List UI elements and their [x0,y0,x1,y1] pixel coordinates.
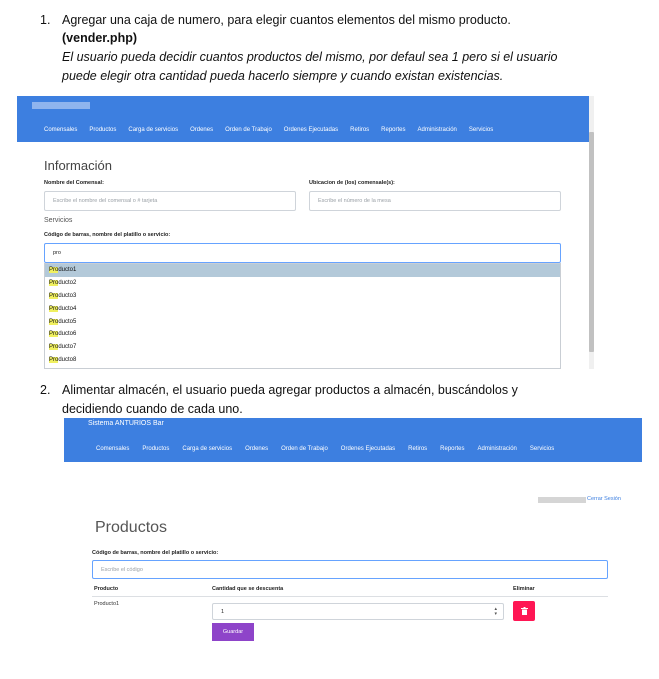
list-item-2 [40,381,640,419]
barcode-label: Código de barras, nombre del platillo o servicio: [44,232,171,238]
location-label: Ubicacion de (los) comensale(s): [309,180,395,186]
suggestion-rest: ducto6 [58,331,77,338]
quantity-stepper[interactable] [212,603,504,620]
nav-administracion[interactable]: Administración [477,446,517,452]
delete-button[interactable] [513,601,535,621]
suggestion-item[interactable] [45,315,560,328]
nav-orden-trabajo[interactable]: Orden de Trabajo [225,127,272,133]
suggestion-match: Pro [49,292,59,299]
nav-retiros[interactable]: Retiros [408,446,428,452]
table-divider [92,596,608,597]
nav-ordenes[interactable]: Ordenes [190,127,214,133]
search-input[interactable]: Escribe el código [92,560,608,579]
table-header-delete: Eliminar [513,586,535,592]
autocomplete-dropdown [44,263,561,369]
table-header-quantity: Cantidad que se descuenta [212,586,284,592]
suggestion-rest: ducto8 [58,356,77,363]
table-header-product: Producto [94,586,119,592]
nav-menu [96,446,554,452]
suggestion-match: Pro [49,331,59,338]
suggestion-item[interactable] [45,341,560,354]
suggestion-item[interactable] [45,354,560,367]
nav-carga-servicios[interactable]: Carga de servicios [182,446,233,452]
nav-servicios[interactable]: Servicios [468,127,494,133]
location-input[interactable]: Escribe el número de la mesa [309,191,561,211]
search-label: Código de barras, nombre del platillo o servicio: [92,550,219,556]
trash-icon [521,607,528,615]
nav-administracion[interactable]: Administración [417,127,457,133]
suggestion-rest: ducto2 [58,280,77,287]
nav-reportes[interactable]: Reportes [440,446,465,452]
nav-retiros[interactable]: Retiros [350,127,370,133]
nav-carga-servicios[interactable]: Carga de servicios [128,127,179,133]
navbar [17,96,589,142]
suggestion-match: Pro [49,356,59,363]
suggestion-item[interactable] [45,302,560,315]
suggestion-rest: ducto5 [58,318,77,325]
spinner-icon[interactable]: ▴ ▾ [494,606,497,617]
barcode-input[interactable]: pro [44,243,561,263]
brand-name[interactable]: Sistema ANTURIOS Bar [88,420,164,427]
list-number: 1. [40,13,51,27]
item1-description-1: El usuario pueda decidir cuantos productos del mismo, por defaul sea 1 pero si el usuario [62,50,558,64]
item1-file-note: (vender.php) [62,31,138,45]
nav-productos[interactable]: Productos [89,127,117,133]
suggestion-match: Pro [49,318,59,325]
quantity-value: 1 [221,608,225,615]
diner-input[interactable]: Escribe el nombre del comensal o # tarjeta [44,191,296,211]
item1-line1: Agregar una caja de numero, para elegir cuantos elementos del mismo producto. [62,13,511,27]
suggestion-match: Pro [49,280,59,287]
suggestion-item[interactable] [45,264,560,277]
list-number: 2. [40,383,51,397]
nav-menu [44,127,493,133]
suggestion-rest: ducto1 [58,267,77,274]
suggestion-item[interactable] [45,290,560,303]
services-title: Servicios [44,217,73,224]
diner-label: Nombre del Comensal: [44,180,104,186]
nav-productos[interactable]: Productos [142,446,170,452]
nav-reportes[interactable]: Reportes [381,127,406,133]
suggestion-match: Pro [49,267,59,274]
page-title: Productos [95,519,168,536]
save-button[interactable]: Guardar [212,623,254,641]
screenshot-almacen [64,418,644,650]
item2-line1: Alimentar almacén, el usuario pueda agregar productos a almacén, buscándolos y [62,383,518,397]
nav-ordenes-ejecutadas[interactable]: Ordenes Ejecutadas [340,446,396,452]
logout-link[interactable]: Cerrar Sesión [587,496,621,502]
row-product: Producto1 [94,601,120,607]
brand-logo-blurred [32,102,90,109]
item2-line2: decidiendo cuando de cada uno. [62,402,243,416]
suggestion-rest: ducto4 [58,305,77,312]
suggestion-match: Pro [49,344,59,351]
suggestion-item[interactable] [45,328,560,341]
item1-description-2: puede elegir otra cantidad pueda hacerlo siempre y cuando existan existencias. [62,69,504,83]
nav-comensales[interactable]: Comensales [44,127,78,133]
nav-comensales[interactable]: Comensales [96,446,130,452]
nav-orden-trabajo[interactable]: Orden de Trabajo [281,446,328,452]
suggestion-match: Pro [49,305,59,312]
nav-ordenes-ejecutadas[interactable]: Ordenes Ejecutadas [283,127,339,133]
nav-ordenes[interactable]: Ordenes [245,446,269,452]
scrollbar-thumb[interactable] [589,132,594,352]
suggestion-rest: ducto7 [58,344,77,351]
user-name-blurred [538,497,586,503]
suggestion-item[interactable] [45,277,560,290]
nav-servicios[interactable]: Servicios [529,446,555,452]
navbar [64,418,642,462]
section-title: Información [44,158,112,173]
suggestion-rest: ducto3 [58,292,77,299]
list-item-1 [40,11,640,86]
